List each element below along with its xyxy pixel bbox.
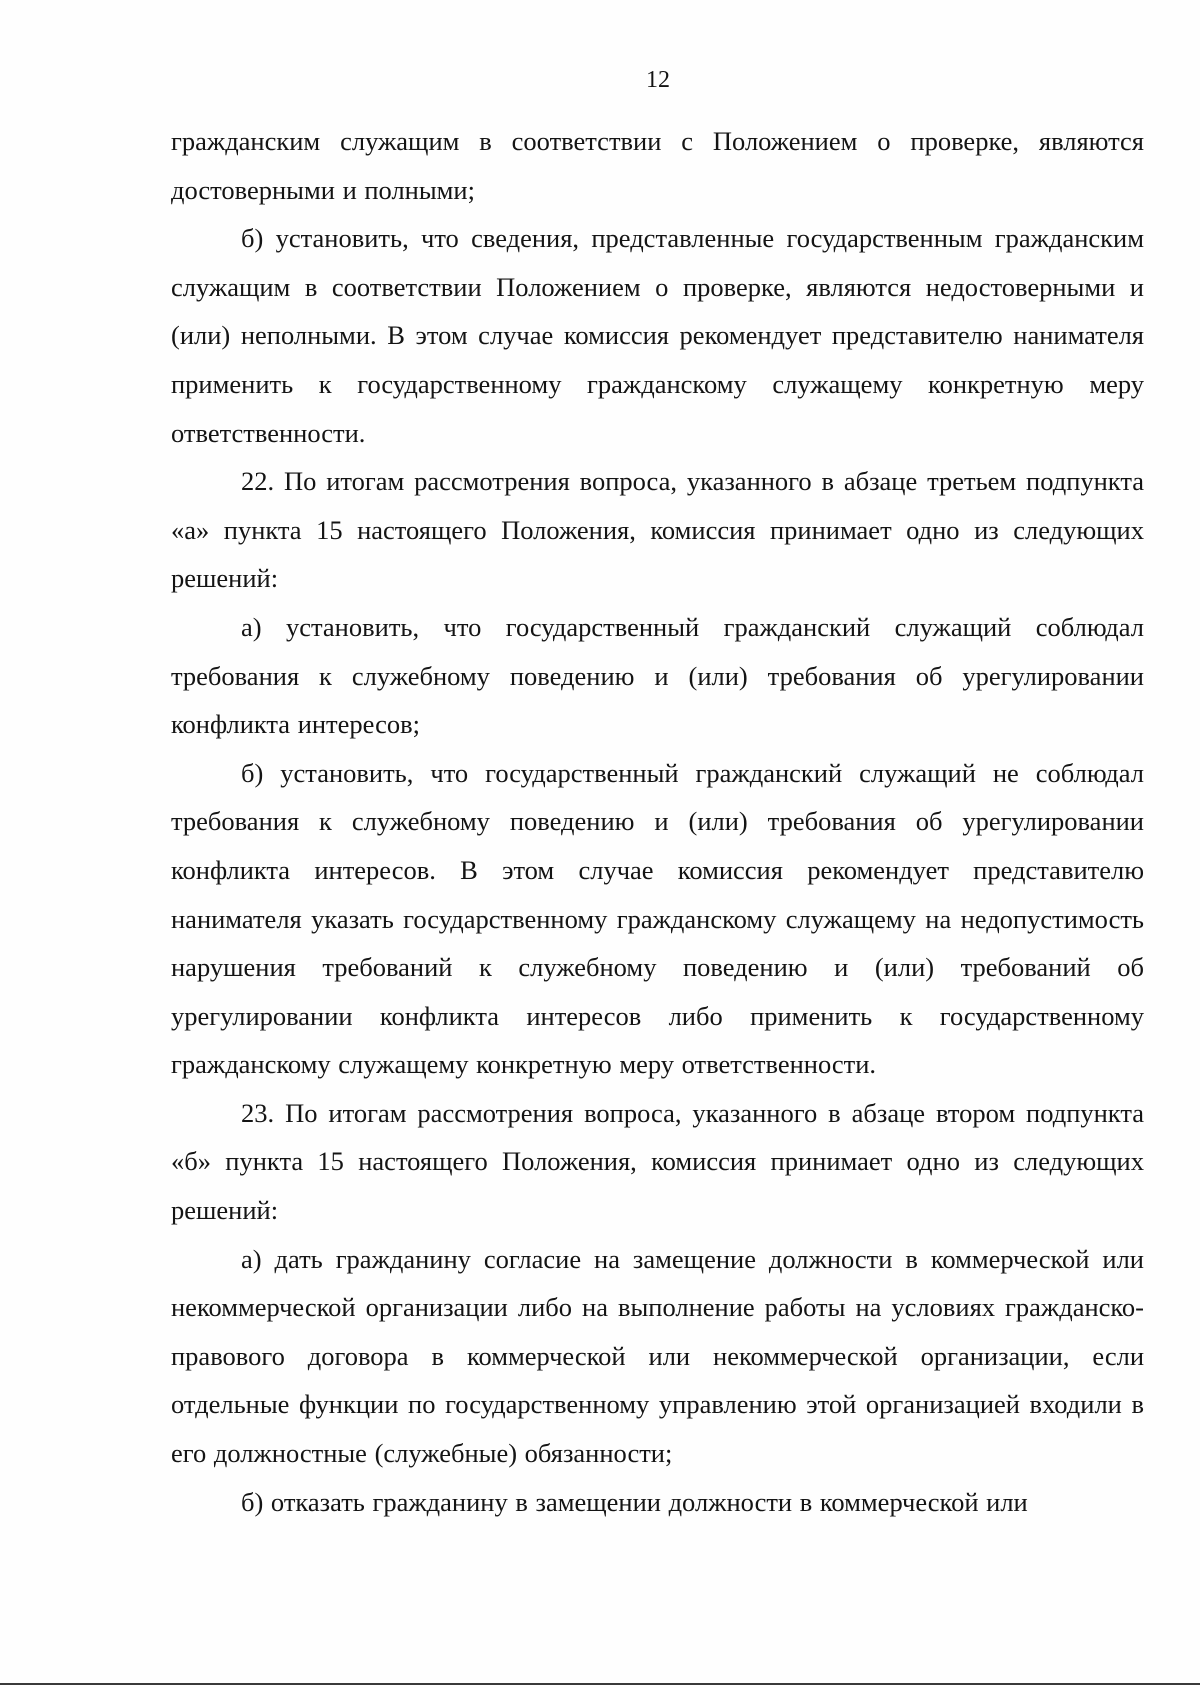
paragraph-item-a-22: а) установить, что государственный гражданский служащий соблюдал требования к служебному поведению и (или) требования об урегулировании конфликта интересов;	[171, 611, 1144, 740]
page-number: 12	[646, 67, 670, 93]
paragraph-item-b-21: б) установить, что сведения, представленные государственным гражданским служащим в соответствии Положением о проверке, являются недостоверными и (или) неполными. В этом случае комиссия рекомендует представителю нанимателя применить к государственному гражданскому служащему конкретную меру ответственности.	[171, 223, 1144, 448]
paragraph-continuation: гражданским служащим в соответствии с Положением о проверке, являются достоверными и полными;	[171, 126, 1144, 205]
paragraph-clause-23: 23. По итогам рассмотрения вопроса, указанного в абзаце втором подпункта «б» пункта 15 настоящего Положения, комиссия принимает одно из следующих решений:	[171, 1097, 1144, 1226]
document-body	[171, 117, 1144, 1526]
paragraph-item-a-23: а) дать гражданину согласие на замещение должности в коммерческой или некоммерческой организации либо на выполнение работы на условиях гражданско-правового договора в коммерческой или некоммерческой организации, если отдельные функции по государственному управлению этой организацией входили в его должностные (служебные) обязанности;	[171, 1243, 1144, 1469]
paragraph-item-b-22: б) установить, что государственный гражданский служащий не соблюдал требования к служебному поведению и (или) требования об урегулировании конфликта интересов. В этом случае комиссия рекомендует представителю нанимателя указать государственному гражданскому служащему на недопустимость нарушения требований к служебному поведению и (или) требований об урегулировании конфликта интересов либо применить к государственному гражданскому служащему конкретную меру ответственности.	[171, 757, 1144, 1080]
scan-edge-line	[0, 1683, 1200, 1685]
paragraph-clause-22: 22. По итогам рассмотрения вопроса, указанного в абзаце третьем подпункта «а» пункта 15 настоящего Положения, комиссия принимает одно из следующих решений:	[171, 466, 1144, 594]
paragraph-item-b-23: б) отказать гражданину в замещении должности в коммерческой или	[241, 1486, 1028, 1517]
